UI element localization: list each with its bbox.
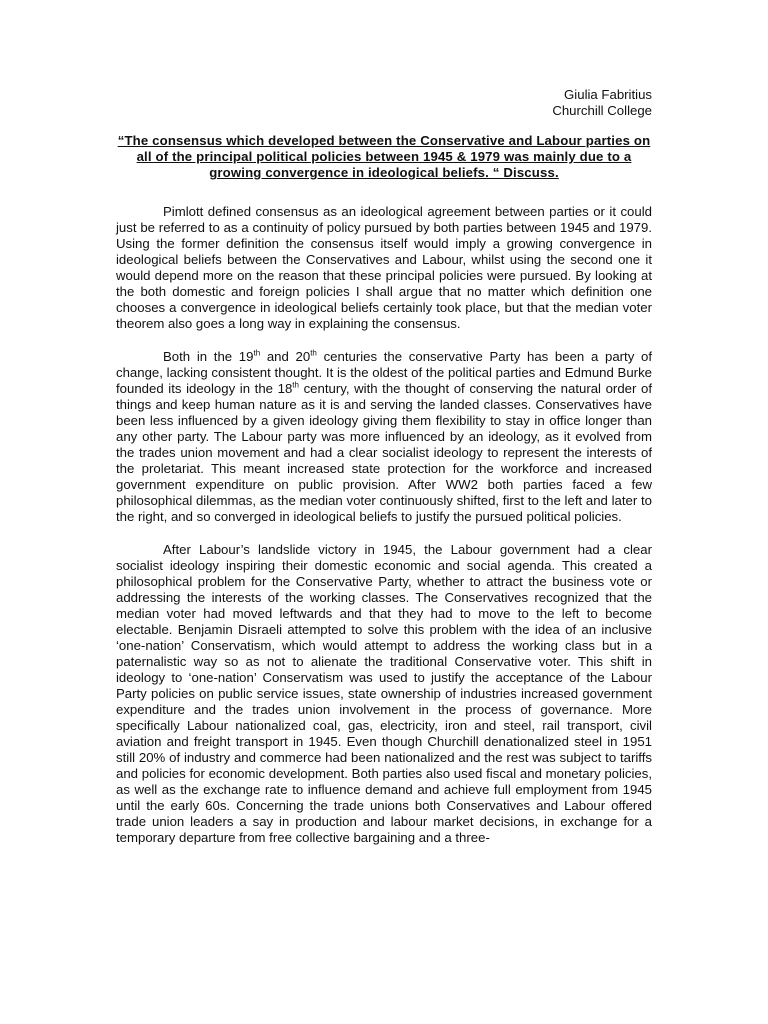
author-college: Churchill College	[552, 103, 652, 118]
superscript-th: th	[292, 380, 299, 390]
paragraph-2-text: and 20	[260, 349, 311, 364]
paragraph-2	[116, 349, 652, 525]
paragraph-2-text: Both in the 19	[163, 349, 254, 364]
author-name: Giulia Fabritius	[564, 87, 652, 102]
superscript-th: th	[310, 348, 317, 358]
superscript-th: th	[253, 348, 261, 358]
paragraph-1: Pimlott defined consensus as an ideological agreement between parties or it could just be referred to as a continuity of policy pursued by both parties between 1945 and 1979. Using the former definition the consensus itself would imply a growing convergence in ideological beliefs between the Conservatives and Labour, whilst using the second one it would depend more on the reason that these principal policies were pursued. By looking at the both domestic and foreign policies I shall argue that no matter which definition one chooses a convergence in ideological beliefs certainly took place, but that the median voter theorem also goes a long way in explaining the consensus.	[116, 204, 652, 331]
paragraph-2-text: centuries the conservative Party has been a party of change, lacking consistent thought. It is the oldest of the political parties and Edmund Burke founded its ideology in the 18	[116, 349, 652, 396]
author-block	[552, 87, 652, 119]
paragraph-2-text: century, with the thought of conserving the natural order of things and keep human nature as it is and serving the landed classes. Conservatives have been less influenced by a given ideology giving them flexibility to stay in office longer than any other party. The Labour party was more influenced by an ideology, as it evolved from the trades union movement and had a clear socialist ideology to represent the interests of the proletariat. This meant increased state protection for the workforce and increased government expenditure on public provision. After WW2 both parties faced a few philosophical dilemmas, as the median voter continuously shifted, first to the left and later to the right, and so converged in ideological beliefs to justify the pursued political policies.	[116, 381, 652, 524]
essay-title: “The consensus which developed between the Conservative and Labour parties on all of the principal political policies between 1945 & 1979 was mainly due to a growing convergence in ideological beliefs. “ Discuss.	[117, 133, 651, 180]
essay-body	[116, 204, 652, 863]
paragraph-3: After Labour’s landslide victory in 1945, the Labour government had a clear socialist ideology inspiring their domestic economic and social agenda. This created a philosophical problem for the Conservative Party, whether to attract the business vote or addressing the interests of the working classes. The Conservatives recognized that the median voter had moved leftwards and that they had to move to the left to become electable. Benjamin Disraeli attempted to solve this problem with the idea of an inclusive ‘one-nation’ Conservatism, which would attempt to address the working class but in a paternalistic way so as not to alienate the traditional Conservative voter. This shift in ideology to ‘one-nation’ Conservatism was used to justify the acceptance of the Labour Party policies on public service issues, state ownership of industries increased government expenditure and the trades union involvement in the process of governance. More specifically Labour nationalized coal, gas, electricity, iron and steel, rail transport, civil aviation and freight transport in 1945. Even though Churchill denationalized steel in 1951 still 20% of industry and commerce had been nationalized and the rest was subject to tariffs and policies for economic development. Both parties also used fiscal and monetary policies, as well as the exchange rate to influence demand and achieve full employment from 1945 until the early 60s. Concerning the trade unions both Conservatives and Labour offered trade union leaders a say in production and labour market decisions, in exchange for a temporary departure from free collective bargaining and a three-	[116, 542, 652, 845]
